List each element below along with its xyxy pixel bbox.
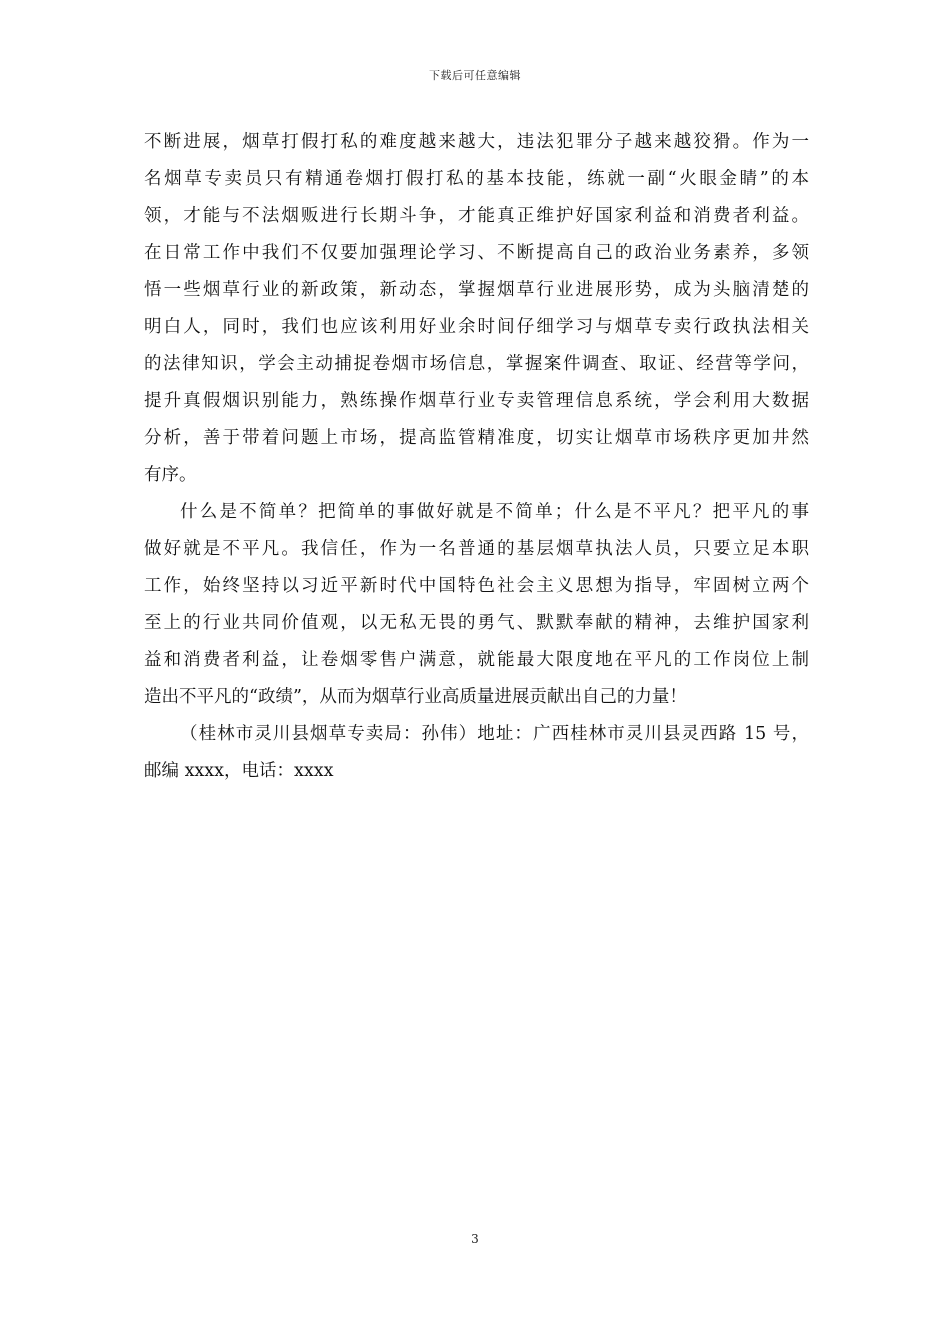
document-body	[144, 124, 809, 790]
text-line: 不断进展，烟草打假打私的难度越来越大，违法犯罪分子越来越狡猾。作为一	[144, 132, 809, 152]
paragraph-2	[144, 494, 809, 716]
text-line: 名烟草专卖员只有精通卷烟打假打私的基本技能，练就一副“火眼金睛”的本	[144, 169, 809, 189]
text-line: 分析，善于带着问题上市场，提高监管精准度，切实让烟草市场秩序更加井然	[144, 428, 809, 448]
paragraph-3-author-address	[144, 716, 809, 790]
text-line: 的法律知识，学会主动捕捉卷烟市场信息，掌握案件调查、取证、经营等学问，	[144, 354, 809, 374]
text-line: 邮编 xxxx，电话：xxxx	[144, 761, 334, 781]
text-line: 工作，始终坚持以习近平新时代中国特色社会主义思想为指导，牢固树立两个	[144, 576, 809, 596]
text-line: 有序。	[144, 465, 197, 485]
text-line: 在日常工作中我们不仅要加强理论学习、不断提高自己的政治业务素养，多领	[144, 243, 809, 263]
text-line: 什么是不简单？把简单的事做好就是不简单；什么是不平凡？把平凡的事	[180, 502, 809, 522]
text-line: 做好就是不平凡。我信任，作为一名普通的基层烟草执法人员，只要立足本职	[144, 539, 809, 559]
text-line: （桂林市灵川县烟草专卖局：孙伟）地址：广西桂林市灵川县灵西路 15 号，	[180, 724, 809, 744]
text-line: 益和消费者利益，让卷烟零售户满意，就能最大限度地在平凡的工作岗位上制	[144, 650, 809, 670]
paragraph-1	[144, 124, 809, 494]
text-line: 至上的行业共同价值观，以无私无畏的勇气、默默奉献的精神，去维护国家利	[144, 613, 809, 633]
text-line: 悟一些烟草行业的新政策，新动态，掌握烟草行业进展形势，成为头脑清楚的	[144, 280, 809, 300]
text-line: 造出不平凡的“政绩”，从而为烟草行业高质量进展贡献出自己的力量！	[144, 687, 687, 707]
text-line: 领，才能与不法烟贩进行长期斗争，才能真正维护好国家利益和消费者利益。	[144, 206, 809, 226]
page-header: 下载后可任意编辑	[429, 69, 521, 82]
page-number: 3	[471, 1232, 479, 1246]
text-line: 明白人，同时，我们也应该利用好业余时间仔细学习与烟草专卖行政执法相关	[144, 317, 809, 337]
text-line: 提升真假烟识别能力，熟练操作烟草行业专卖管理信息系统，学会利用大数据	[144, 391, 809, 411]
